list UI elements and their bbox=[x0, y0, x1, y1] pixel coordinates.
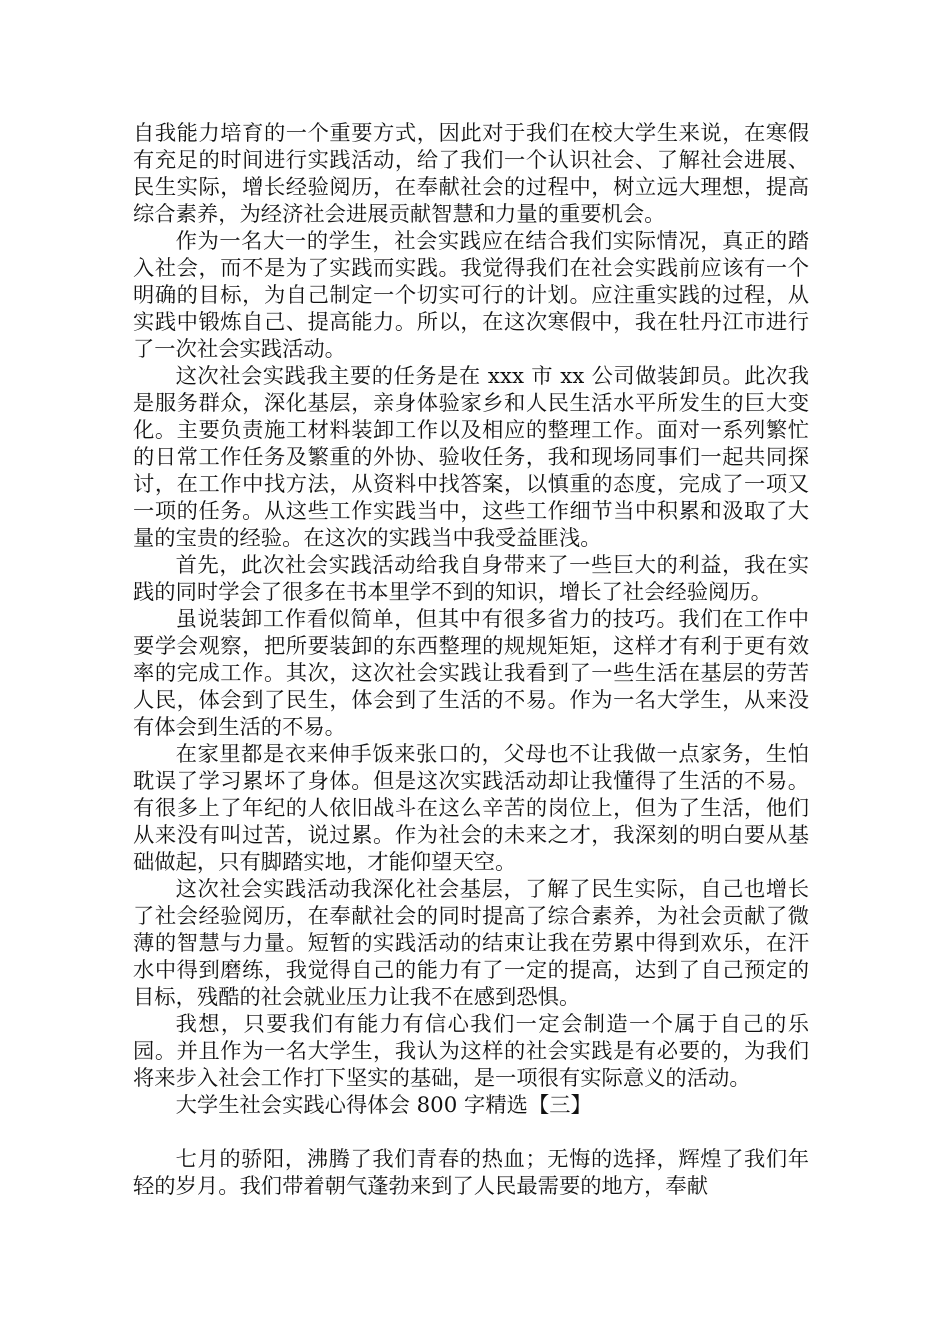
paragraph-7: 这次社会实践活动我深化社会基层，了解了民生实际，自己也增长了社会经验阅历，在奉献社会的同时提高了综合素养，为社会贡献了微薄的智慧与力量。短暂的实践活动的结束让我在劳累中得到欢乐，在汗水中得到磨练，我觉得自己的能力有了一定的提高，达到了自己预定的目标，残酷的社会就业压力让我不在感到恐惧。 bbox=[133, 877, 809, 1010]
document-body bbox=[133, 120, 809, 1200]
paragraph-final: 七月的骄阳，沸腾了我们青春的热血；无悔的选择，辉煌了我们年轻的岁月。我们带着朝气蓬勃来到了人民最需要的地方，奉献 bbox=[133, 1147, 809, 1199]
paragraph-1: 自我能力培育的一个重要方式，因此对于我们在校大学生来说，在寒假有充足的时间进行实践活动，给了我们一个认识社会、了解社会进展、民生实际，增长经验阅历，在奉献社会的过程中，树立远大理想，提高综合素养，为经济社会进展贡献智慧和力量的重要机会。 bbox=[133, 121, 809, 227]
paragraph-4: 首先，此次社会实践活动给我自身带来了一些巨大的利益，我在实践的同时学会了很多在书本里学不到的知识，增长了社会经验阅历。 bbox=[133, 553, 809, 605]
section-heading: 大学生社会实践心得体会 800 字精选【三】 bbox=[175, 1093, 592, 1118]
paragraph-8: 我想，只要我们有能力有信心我们一定会制造一个属于自己的乐园。并且作为一名大学生，我认为这样的社会实践是有必要的，为我们将来步入社会工作打下坚实的基础，是一项很有实际意义的活动。 bbox=[133, 1012, 809, 1091]
paragraph-2: 作为一名大一的学生，社会实践应在结合我们实际情况，真正的踏入社会，而不是为了实践而实践。我觉得我们在社会实践前应该有一个明确的目标，为自己制定一个切实可行的计划。应注重实践的过程，从实践中锻炼自己、提高能力。所以，在这次寒假中，我在牡丹江市进行了一次社会实践活动。 bbox=[133, 229, 809, 362]
paragraph-5: 虽说装卸工作看似简单，但其中有很多省力的技巧。我们在工作中要学会观察，把所要装卸的东西整理的规规矩矩，这样才有利于更有效率的完成工作。其次，这次社会实践让我看到了一些生活在基层的劳苦人民，体会到了民生，体会到了生活的不易。作为一名大学生，从来没有体会到生活的不易。 bbox=[133, 607, 809, 740]
paragraph-3: 这次社会实践我主要的任务是在 xxx 市 xx 公司做装卸员。此次我是服务群众，深化基层，亲身体验家乡和人民生活水平所发生的巨大变化。主要负责施工材料装卸工作以及相应的整理工作。面对一系列繁忙的日常工作任务及繁重的外协、验收任务，我和现场同事们一起共同探讨，在工作中找方法，从资料中找答案，以慎重的态度，完成了一项又一项的任务。从这些工作实践当中，这些工作细节当中积累和汲取了大量的宝贵的经验。在这次的实践当中我受益匪浅。 bbox=[133, 364, 809, 551]
paragraph-6: 在家里都是衣来伸手饭来张口的，父母也不让我做一点家务，生怕耽误了学习累坏了身体。但是这次实践活动却让我懂得了生活的不易。有很多上了年纪的人依旧战斗在这么辛苦的岗位上，但为了生活，他们从来没有叫过苦，说过累。作为社会的未来之才，我深刻的明白要从基础做起，只有脚踏实地，才能仰望天空。 bbox=[133, 742, 809, 875]
